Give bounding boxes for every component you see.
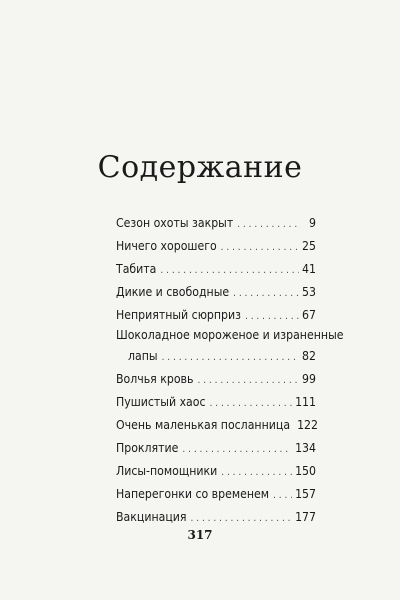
toc-entry-continuation	[116, 345, 316, 368]
toc-entry-page: 111	[295, 395, 316, 410]
dot-leader	[237, 212, 301, 237]
toc-entry	[116, 460, 316, 483]
toc-entry	[116, 483, 316, 506]
dot-leader	[210, 391, 293, 416]
toc-entry-page: 99	[302, 372, 316, 387]
toc-entry-page: 67	[302, 307, 316, 322]
toc-entry-page: 150	[295, 463, 316, 478]
toc-entry-title-continued: лапы	[128, 349, 158, 364]
toc-entry-title: Неприятный сюрприз	[116, 307, 241, 322]
toc-entry	[116, 235, 316, 258]
toc-entry	[116, 391, 316, 414]
toc-entry-title: Табита	[116, 261, 157, 276]
dot-leader	[221, 460, 292, 485]
toc-entry	[116, 304, 316, 327]
toc-entry	[116, 506, 316, 529]
toc-entry-title: Дикие и свободные	[116, 284, 230, 299]
toc-entry-page: 9	[309, 216, 316, 230]
toc-entry-page: 177	[295, 509, 316, 524]
toc-entry-title: Ничего хорошего	[116, 238, 217, 253]
dot-leader	[273, 483, 292, 508]
toc-entry-title: Очень маленькая посланница	[116, 418, 291, 433]
toc-entry	[116, 414, 316, 437]
toc-entry	[116, 368, 316, 391]
table-of-contents	[116, 212, 344, 529]
toc-entry-title: Шоколадное мороженое и израненные	[116, 328, 344, 343]
toc-entry-page: 134	[295, 441, 316, 456]
toc-entry-page: 122	[297, 418, 318, 433]
toc-entry-title: Сезон охоты закрыт	[116, 216, 234, 230]
toc-entry	[116, 281, 316, 304]
toc-entry-page: 82	[302, 349, 316, 364]
page-title: Содержание	[97, 150, 303, 186]
toc-entry-title: Лисы-помощники	[116, 463, 218, 478]
toc-entry	[116, 437, 316, 460]
toc-entry-page: 41	[302, 261, 316, 276]
toc-entry	[116, 212, 316, 235]
dot-leader	[245, 304, 299, 329]
dot-leader	[221, 235, 299, 260]
dot-leader	[182, 437, 292, 462]
toc-entry-title: Проклятие	[116, 441, 179, 456]
toc-entry-title: Пушистый хаос	[116, 395, 206, 410]
toc-entry-title: Вакцинация	[116, 509, 187, 524]
toc-entry-first-line	[116, 326, 344, 345]
page-number: 317	[187, 528, 213, 542]
dot-leader	[191, 506, 293, 531]
dot-leader	[197, 368, 299, 393]
toc-entry-page: 157	[295, 486, 316, 501]
dot-leader	[233, 281, 299, 306]
toc-entry	[116, 258, 316, 281]
toc-entry-page: 53	[302, 284, 316, 299]
toc-entry-title: Волчья кровь	[116, 372, 194, 387]
dot-leader	[160, 258, 299, 283]
dot-leader	[162, 345, 299, 370]
toc-entry-title: Наперегонки со временем	[116, 486, 270, 501]
toc-entry-page: 25	[302, 238, 316, 253]
